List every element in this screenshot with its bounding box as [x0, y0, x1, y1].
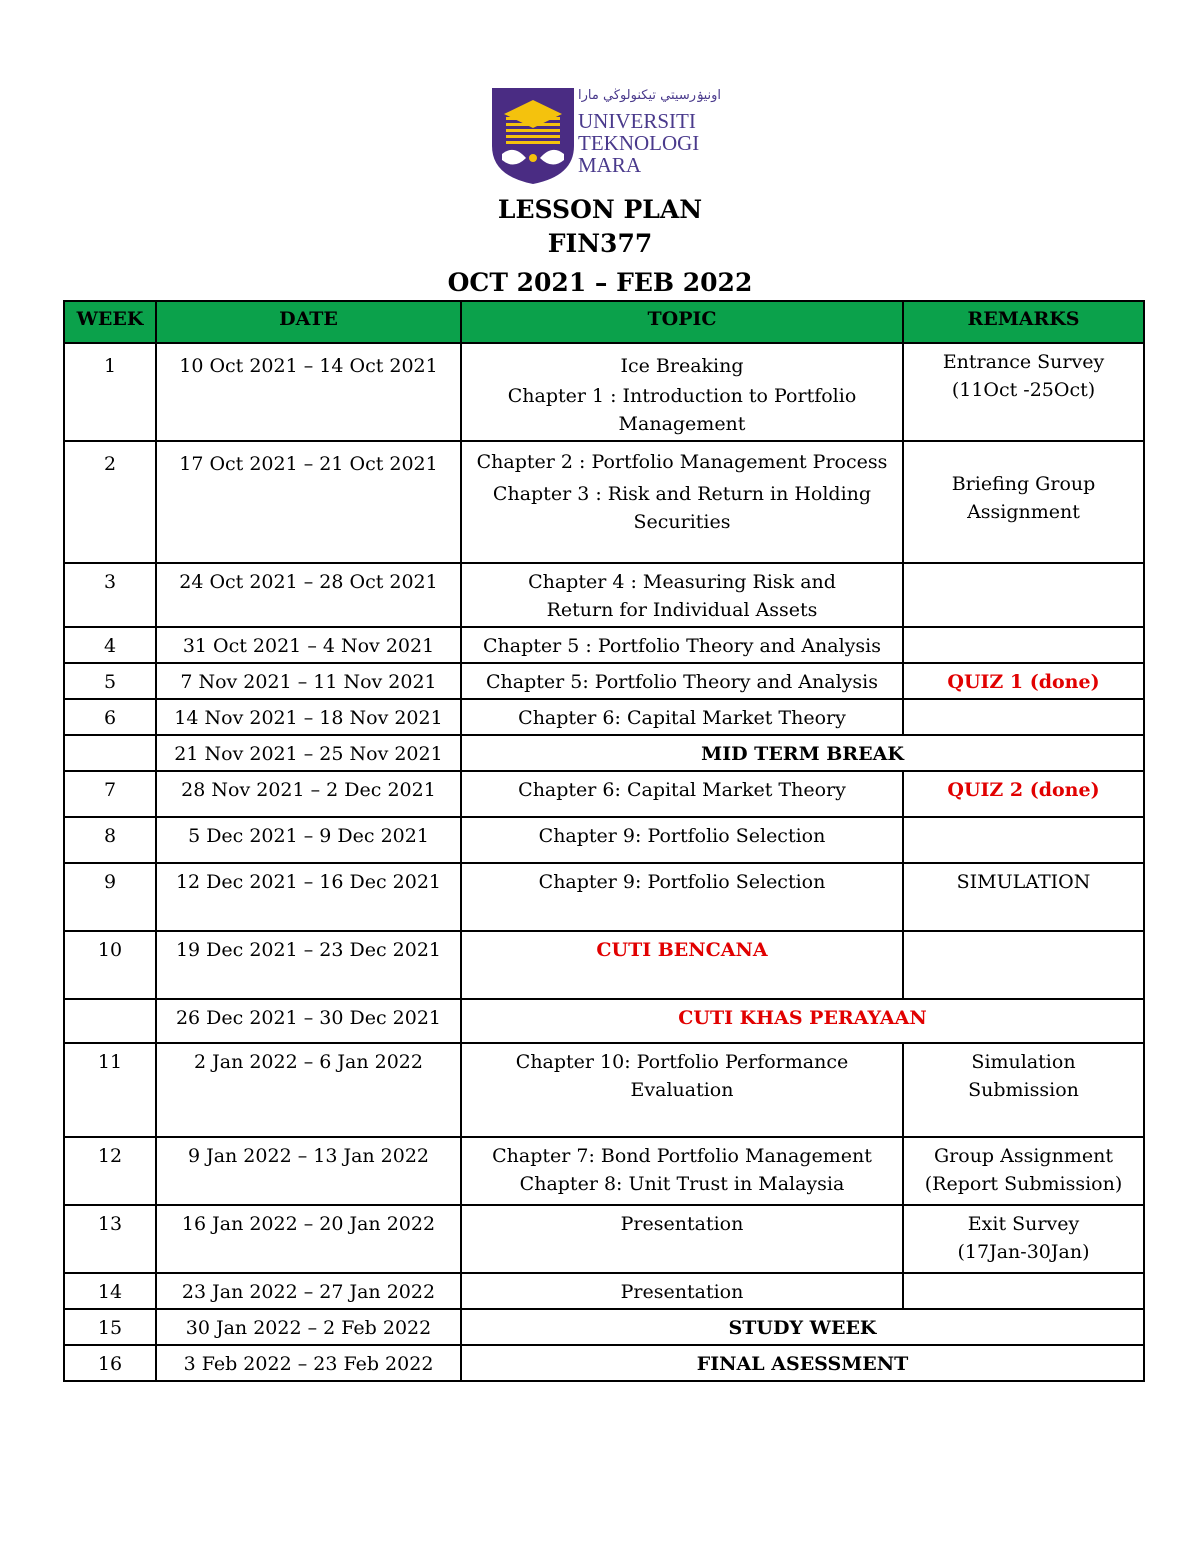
week-cell: 10: [64, 931, 156, 999]
week-cell: 1: [64, 343, 156, 441]
topic-line: Chapter 7: Bond Portfolio Management: [492, 1145, 872, 1167]
remarks-cell: [903, 699, 1144, 735]
table-row: [64, 563, 1144, 627]
table-header-row: [64, 301, 1144, 343]
table-row-break: [64, 1309, 1144, 1345]
table-row: [64, 627, 1144, 663]
logo-jawi-text: اونيۏرسيتي تيكنولوڬي مارا: [578, 88, 722, 103]
date-cell: 21 Nov 2021 – 25 Nov 2021: [156, 735, 461, 771]
remarks-cell: [903, 627, 1144, 663]
week-cell: 15: [64, 1309, 156, 1345]
topic-cell: Chapter 6: Capital Market Theory: [461, 699, 903, 735]
header-date: DATE: [156, 301, 461, 343]
date-cell: 24 Oct 2021 – 28 Oct 2021: [156, 563, 461, 627]
topic-cell: [461, 343, 903, 441]
topic-cell: [461, 441, 903, 563]
date-cell: 23 Jan 2022 – 27 Jan 2022: [156, 1273, 461, 1309]
date-cell: 31 Oct 2021 – 4 Nov 2021: [156, 627, 461, 663]
header-week: WEEK: [64, 301, 156, 343]
week-cell: 16: [64, 1345, 156, 1381]
date-cell: 17 Oct 2021 – 21 Oct 2021: [156, 441, 461, 563]
remarks-cell: Briefing Group Assignment: [903, 441, 1144, 563]
topic-cell: Chapter 9: Portfolio Selection: [461, 863, 903, 931]
topic-line: Chapter 8: Unit Trust in Malaysia: [519, 1173, 845, 1195]
topic-cell: Chapter 4 : Measuring Risk and Return for Individual Assets: [461, 563, 903, 627]
week-cell: [64, 999, 156, 1043]
table-row: [64, 817, 1144, 863]
topic-cell: Chapter 9: Portfolio Selection: [461, 817, 903, 863]
topic-line: Chapter 2 : Portfolio Management Process: [476, 451, 888, 473]
header-topic: TOPIC: [461, 301, 903, 343]
week-cell: 13: [64, 1205, 156, 1273]
week-cell: 3: [64, 563, 156, 627]
remarks-cell: [903, 343, 1144, 441]
doc-title: LESSON PLAN: [497, 195, 703, 224]
remarks-cell: [903, 1205, 1144, 1273]
topic-line: Chapter 1 : Introduction to Portfolio Management: [507, 385, 857, 435]
holiday-label: CUTI KHAS PERAYAAN: [461, 999, 1144, 1043]
week-cell: 4: [64, 627, 156, 663]
week-cell: 7: [64, 771, 156, 817]
remarks-cell: [903, 1137, 1144, 1205]
date-cell: 16 Jan 2022 – 20 Jan 2022: [156, 1205, 461, 1273]
remarks-cell: Simulation Submission: [903, 1043, 1144, 1137]
topic-cell: Chapter 5 : Portfolio Theory and Analysis: [461, 627, 903, 663]
table-row: [64, 343, 1144, 441]
table-row: [64, 441, 1144, 563]
study-week-label: STUDY WEEK: [461, 1309, 1144, 1345]
week-cell: 2: [64, 441, 156, 563]
date-cell: 30 Jan 2022 – 2 Feb 2022: [156, 1309, 461, 1345]
remarks-cell: [903, 1273, 1144, 1309]
date-cell: 28 Nov 2021 – 2 Dec 2021: [156, 771, 461, 817]
remarks-cell: [903, 817, 1144, 863]
date-cell: 26 Dec 2021 – 30 Dec 2021: [156, 999, 461, 1043]
week-cell: 8: [64, 817, 156, 863]
date-cell: 5 Dec 2021 – 9 Dec 2021: [156, 817, 461, 863]
table-row: [64, 1273, 1144, 1309]
topic-cell: Chapter 5: Portfolio Theory and Analysis: [461, 663, 903, 699]
date-cell: 12 Dec 2021 – 16 Dec 2021: [156, 863, 461, 931]
header-remarks: REMARKS: [903, 301, 1144, 343]
table-row: [64, 931, 1144, 999]
topic-cell: Chapter 6: Capital Market Theory: [461, 771, 903, 817]
final-assessment-label: FINAL ASESSMENT: [461, 1345, 1144, 1381]
week-cell: 5: [64, 663, 156, 699]
table-row: [64, 1137, 1144, 1205]
date-cell: 7 Nov 2021 – 11 Nov 2021: [156, 663, 461, 699]
logo-university-name: UNIVERSITI TEKNOLOGI MARA: [578, 109, 700, 177]
topic-line: Ice Breaking: [620, 355, 744, 377]
table-row-break: [64, 735, 1144, 771]
date-cell: 2 Jan 2022 – 6 Jan 2022: [156, 1043, 461, 1137]
lesson-plan-table: [63, 300, 1145, 1382]
logo-emblem: [490, 86, 576, 186]
table-row: [64, 699, 1144, 735]
date-cell: 9 Jan 2022 – 13 Jan 2022: [156, 1137, 461, 1205]
topic-cell: Chapter 10: Portfolio Performance Evaluation: [461, 1043, 903, 1137]
break-label: MID TERM BREAK: [461, 735, 1144, 771]
week-cell: 12: [64, 1137, 156, 1205]
semester-period: OCT 2021 – FEB 2022: [447, 268, 753, 297]
remarks-line: (11Oct -25Oct): [951, 379, 1096, 401]
table-row: [64, 771, 1144, 817]
date-cell: 19 Dec 2021 – 23 Dec 2021: [156, 931, 461, 999]
quiz-status-cell: QUIZ 2 (done): [903, 771, 1144, 817]
date-cell: 3 Feb 2022 – 23 Feb 2022: [156, 1345, 461, 1381]
table-row: [64, 1043, 1144, 1137]
remarks-line: Group Assignment: [934, 1145, 1113, 1167]
date-cell: 14 Nov 2021 – 18 Nov 2021: [156, 699, 461, 735]
remarks-cell: [903, 563, 1144, 627]
remarks-line: (Report Submission): [924, 1173, 1123, 1195]
course-code: FIN377: [547, 229, 653, 258]
week-cell: 14: [64, 1273, 156, 1309]
topic-cell: [461, 1137, 903, 1205]
remarks-line: Entrance Survey: [942, 351, 1105, 373]
table-row-break: [64, 1345, 1144, 1381]
remarks-line: (17Jan-30Jan): [957, 1241, 1090, 1263]
week-cell: 9: [64, 863, 156, 931]
university-logo: [490, 86, 722, 186]
table-row-break: [64, 999, 1144, 1043]
remarks-line: Exit Survey: [967, 1213, 1080, 1235]
remarks-cell: SIMULATION: [903, 863, 1144, 931]
date-cell: 10 Oct 2021 – 14 Oct 2021: [156, 343, 461, 441]
topic-line: Chapter 3 : Risk and Return in Holding Securities: [492, 483, 872, 533]
week-cell: 6: [64, 699, 156, 735]
topic-cell: Presentation: [461, 1273, 903, 1309]
holiday-label: CUTI BENCANA: [461, 931, 903, 999]
week-cell: [64, 735, 156, 771]
topic-cell: Presentation: [461, 1205, 903, 1273]
table-row: [64, 663, 1144, 699]
table-row: [64, 863, 1144, 931]
remarks-cell: [903, 931, 1144, 999]
table-row: [64, 1205, 1144, 1273]
quiz-status-cell: QUIZ 1 (done): [903, 663, 1144, 699]
week-cell: 11: [64, 1043, 156, 1137]
